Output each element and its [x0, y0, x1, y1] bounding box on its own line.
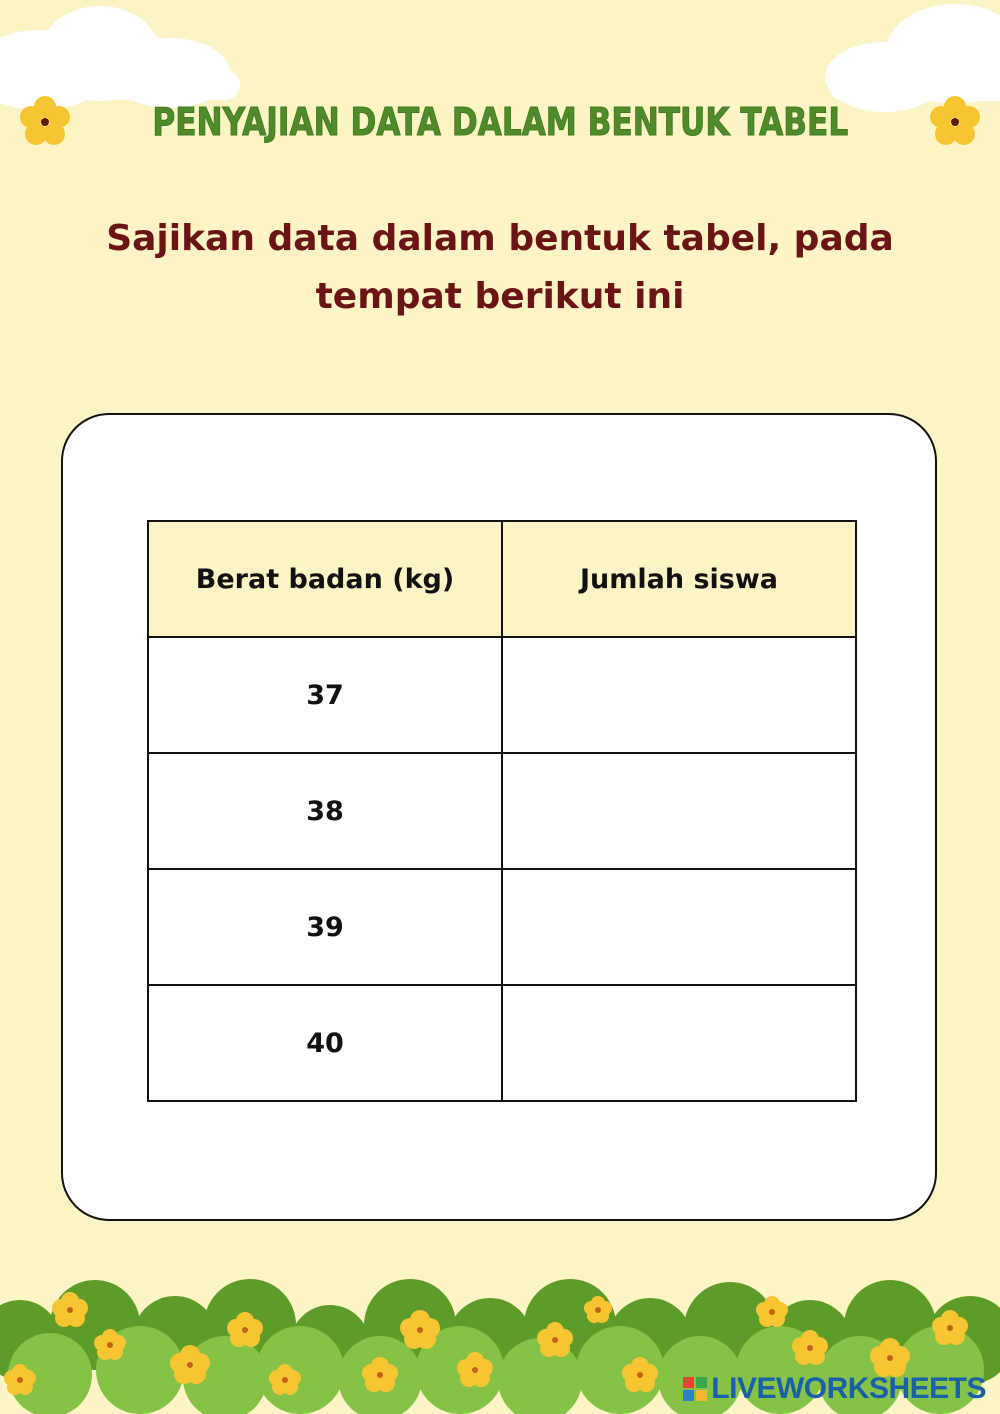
page-header — [0, 92, 1000, 152]
table-row — [148, 985, 856, 1101]
student-count-cell[interactable] — [502, 753, 856, 869]
instruction-line-1: Sajikan data dalam bentuk tabel, pada — [106, 218, 894, 259]
weight-cell: 39 — [148, 869, 502, 985]
instruction-text — [80, 210, 920, 326]
header-weight: Berat badan (kg) — [148, 521, 502, 637]
table-header-row — [148, 521, 856, 637]
liveworksheets-watermark[interactable] — [683, 1372, 986, 1406]
flower-icon — [928, 95, 982, 149]
student-count-cell[interactable] — [502, 637, 856, 753]
data-table — [147, 520, 857, 1102]
student-count-cell[interactable] — [502, 985, 856, 1101]
table-row — [148, 869, 856, 985]
table-row — [148, 637, 856, 753]
watermark-text: LIVEWORKSHEETS — [711, 1372, 986, 1405]
instruction-line-2: tempat berikut ini — [315, 276, 685, 317]
weight-cell: 38 — [148, 753, 502, 869]
weight-cell: 37 — [148, 637, 502, 753]
table-row — [148, 753, 856, 869]
weight-cell: 40 — [148, 985, 502, 1101]
liveworksheets-logo-icon — [683, 1377, 707, 1401]
header-student-count: Jumlah siswa — [502, 521, 856, 637]
student-count-cell[interactable] — [502, 869, 856, 985]
page-title: PENYAJIAN DATA DALAM BENTUK TABEL — [152, 100, 848, 144]
flower-icon — [18, 95, 72, 149]
